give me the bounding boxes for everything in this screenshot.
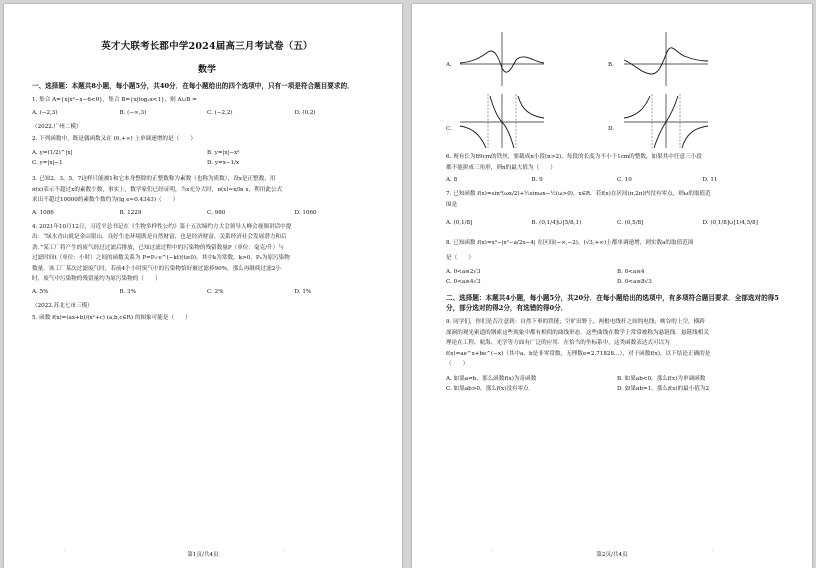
graph-d — [622, 92, 710, 150]
page-1-content — [32, 38, 382, 323]
question-3-line: 求出不超过10000的素数个数约为(lg e≈0.4343)（ ） — [32, 197, 179, 203]
option-b: B. y=|x|−x² — [207, 150, 240, 156]
question-9-line: （ ） — [446, 361, 469, 367]
graph-label-a: A. — [446, 62, 452, 68]
option-b: B. 如果ab<0，那么f(x)为单调函数 — [617, 375, 706, 382]
graph-label-d: D. — [608, 126, 615, 132]
question-7-line: 7. 已知函数 f(x)=sin²(ωx/2)+½sinωx−½(ω>0)，x∈R．若f(x)在区间(π,2π)内没有零点，则ω的取值范 — [446, 191, 711, 197]
option-a: A. 1086 — [32, 209, 54, 216]
question-8 — [446, 238, 788, 263]
option-a: A. y=(1/2)^|x| — [32, 150, 73, 156]
option-b: B. (−∞,3) — [119, 109, 147, 116]
page-2-content — [446, 30, 788, 400]
option-a: A. (−2,3) — [32, 109, 58, 116]
option-c: C. 0<a≤4√3 — [446, 279, 481, 285]
question-4-line: 过滤时间t（单位：小时）之间的函数关系为 P=P₀·e^(−kt)(t≥0)，其中k为常数，k>0，P₀为原污染物 — [32, 255, 290, 261]
option-c: C. (0,5/8] — [617, 220, 644, 226]
page-mark: · — [492, 548, 494, 554]
section-2-heading: 二、选择题：本题共4小题，每小题5分，共20分．在每小题给出的选项中，有多项符合题目要求．全部选对的得5分，部分选对的得2分，有选错的得0分． — [446, 294, 779, 312]
option-a: A. 如果a=b，那么函数f(x)为奇函数 — [446, 375, 537, 382]
question-9-line: f(x)=ae^x+be^(−x)（其中a，b是非零常数，无理数e=2.71828…），对于函数f(x)，以下结论正确的是 — [446, 350, 711, 357]
question-6-line: 6. 现有长为89cm的铁丝，要截成n小段(n>2)，每段的长度为不小于1cm的整数，如果其中任意三小段 — [446, 154, 702, 160]
option-d: D. 0<a≤8√3 — [617, 279, 652, 285]
question-9 — [446, 317, 788, 370]
option-d: D. 1% — [294, 288, 312, 295]
question-4-options — [32, 287, 382, 297]
question-6-options — [446, 175, 788, 185]
question-2-options — [32, 148, 382, 168]
page-mark: · — [712, 548, 714, 554]
question-3-options — [32, 208, 382, 218]
subject-title: 数学 — [197, 65, 216, 75]
question-4-line: 劲．”某工厂将产生的废气经过过滤后排放，已知过滤过程中的污染物的残留数量P（单位：毫克/升）与 — [32, 244, 284, 251]
graph-label-c: C. — [446, 126, 452, 132]
page-1 — [4, 4, 402, 568]
graph-label-b: B. — [608, 62, 614, 68]
option-c: C. 2% — [207, 288, 224, 295]
option-d: D. 1060 — [294, 209, 317, 216]
question-4 — [32, 222, 382, 285]
option-b: B. 1229 — [119, 209, 142, 216]
question-9-line: 9. 同学们，你们是否注意到：自然下垂的铁链；空旷田野上，两根电线杆之间的电线；峡谷的上空，横跨 — [446, 319, 705, 325]
option-c: C. (−2,2) — [207, 109, 233, 116]
question-7-options — [446, 218, 788, 228]
option-d: D. (0,1/8]∪[1/4,5/8] — [702, 220, 758, 226]
question-6 — [446, 152, 788, 173]
option-a: A. 8 — [446, 177, 458, 183]
page-2 — [412, 4, 812, 568]
question-4-line: 时，废气中污染物的残留量约为原污染物的（ ） — [32, 276, 161, 282]
graph-a — [458, 30, 546, 88]
question-7 — [446, 189, 788, 210]
question-1: 1. 集合 A={x|x²−x−6<0}，集合 B={x|log₂x<1}，则 A∪B = — [32, 97, 197, 103]
question-5: 5. 函数 f(x)=(ax+b)/(x²+c) (a,b,c∈R) 的图象可能是（ ） — [32, 314, 191, 321]
option-d: D. 如果ab=1，那么f(x)的最小值为2 — [617, 385, 710, 392]
page-mark: · — [64, 548, 66, 554]
question-9-line: 深涧的观光索道的钢索这些现象中都有相似的曲线形态．这些曲线在数学上常常被称为悬链线．悬链线相关 — [446, 329, 709, 336]
option-d: D. (0,2) — [294, 109, 316, 116]
option-b: B. 0<a≤4 — [617, 269, 645, 275]
option-c: C. 如果ab>0，那么f(x)没有零点 — [446, 385, 529, 392]
exam-title: 英才大联考长郡中学2024届高三月考试卷（五） — [101, 41, 313, 52]
option-b: B. (0,1/4]∪[5/8,1) — [531, 220, 582, 226]
question-8-line: 8. 已知函数 f(x)=x³−|x²−a/2x−4| 在区间(−∞,−2)，(√3,+∞)上都单调递增，则实数a的取值范围 — [446, 240, 694, 246]
question-8-options — [446, 267, 788, 287]
function-graph-options — [446, 30, 788, 148]
graph-b — [622, 30, 710, 88]
question-3 — [32, 174, 382, 206]
graph-c — [458, 92, 546, 150]
option-c: C. 10 — [617, 177, 632, 183]
question-3-line: π(x)表示不超过x的素数个数，事实上，数学家们已经证明，当x充分大时，π(x)≈x/ln x，利用此公式 — [32, 186, 283, 193]
question-9-options — [446, 374, 788, 394]
option-d: D. 11 — [702, 177, 718, 183]
question-8-line: 是（ ） — [446, 254, 474, 261]
question-6-line: 都不能拼成三角形，则n的最大值为（ ） — [446, 164, 556, 171]
source-tag: （2022.苏北七市三模） — [32, 302, 93, 309]
question-2: 2. 下列函数中，既是偶函数又在 (0,+∞) 上单调递增的是（ ） — [32, 135, 196, 142]
question-9-line: 理论在工程、航海、光学等方面有广泛的应用．在恰当的坐标系中，这类函数表达式可以为 — [446, 340, 670, 346]
option-a: A. (0,1/8] — [446, 220, 473, 226]
page-footer: 第2页/共4页 — [596, 552, 628, 558]
option-b: B. 9 — [531, 177, 543, 183]
page-mark: · — [284, 548, 286, 554]
source-tag: （2022.广州二模） — [32, 123, 82, 130]
question-4-line: 4. 2021年10月12日，习近平总书记在《生物多样性公约》第十五次缔约方大会领导人峰会视频讲话中提 — [32, 223, 292, 230]
question-4-line: 数量．该工厂某次过滤废气时，若前4个小时废气中的污染物恰好被过滤掉90%，那么再继续过滤2小 — [32, 265, 281, 272]
question-7-line: 围是 — [446, 201, 458, 208]
option-b: B. 3% — [119, 288, 137, 295]
question-1-options — [32, 108, 382, 118]
section-1-heading: 一、选择题：本题共8小题，每小题5分，共40分．在每小题给出的四个选项中，只有一项是符合题目要求的． — [32, 82, 354, 90]
option-c: C. y=|x|−1 — [32, 160, 63, 166]
page-footer: 第1页/共4页 — [187, 552, 219, 558]
option-c: C. 980 — [207, 209, 226, 216]
question-3-line: 3. 已知2，3，5，7这样只能被1和它本身整除的正整数称为素数（也称为质数），设x是正整数，用 — [32, 176, 276, 182]
question-4-line: 出：“绿水青山就是金山银山．良好生态环境既是自然财富，也是经济财富，关系经济社会发展潜力和后 — [32, 234, 287, 240]
option-a: A. 5% — [32, 288, 49, 295]
option-a: A. 0<a≤2√3 — [446, 269, 481, 275]
option-d: D. y=x−1/x — [207, 160, 240, 166]
